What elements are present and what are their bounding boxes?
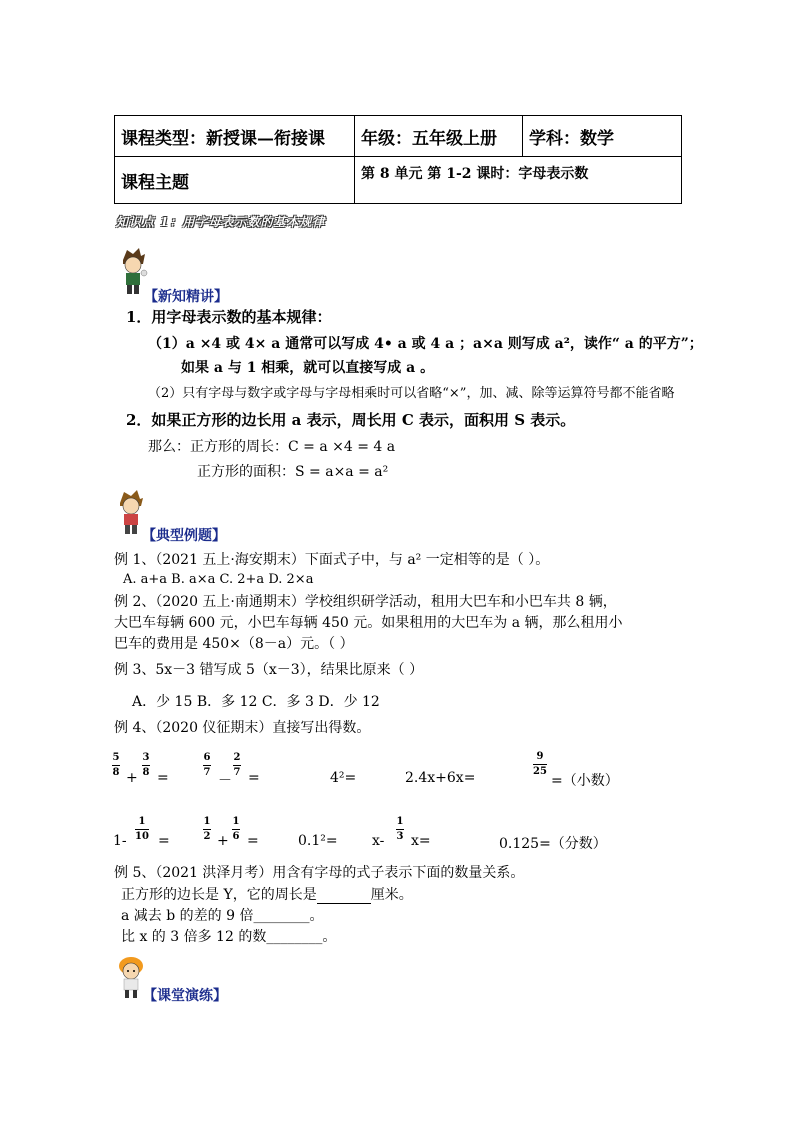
fraction-1-10: 1 10 — [135, 816, 149, 842]
example-1-options: A. a+a B. a×a C. 2+a D. 2×a — [123, 572, 314, 587]
grade: 年级：五年级上册 — [361, 128, 497, 149]
fraction-9-25: 9 25 — [533, 751, 547, 777]
fraction-5-8: 5 8 — [112, 752, 120, 778]
example-2-line2: 大巴车每辆 600 元，小巴车每辆 450 元。如果租用的大巴车为 a 辆，那么租用小 — [114, 615, 623, 631]
rule-heading: 1．用字母表示数的基本规律： — [126, 308, 332, 326]
example-5-a-blank[interactable] — [317, 887, 371, 904]
example-5-c: 比 x 的 3 倍多 12 的数________。 — [121, 929, 337, 945]
course-type: 课程类型：新授课—衔接课 — [121, 128, 325, 149]
calc-9-25-tail: =（小数） — [551, 773, 619, 789]
calc-2-4x: 2.4x+6x= — [405, 770, 476, 786]
calc-op-plus: + — [126, 770, 138, 786]
calc-op-minus: － — [218, 773, 232, 789]
fraction-3-8: 3 8 — [142, 752, 150, 778]
example-3: 例 3、5x－3 错写成 5（x－3），结果比原来（ ） — [114, 662, 424, 678]
knowledge-point-title: 知识点 1：用字母表示数的基本规律 — [116, 215, 326, 229]
square-intro: 2．如果正方形的边长用 a 表示，周长用 C 表示，面积用 S 表示。 — [126, 411, 576, 429]
new-knowledge-title: 【新知精讲】 — [144, 289, 228, 305]
calc-4-squared: 4²= — [330, 770, 357, 786]
examples-title: 【典型例题】 — [142, 528, 226, 544]
calc-0-125: 0.125=（分数） — [499, 836, 607, 852]
example-5-a-unit: 厘米。 — [370, 887, 413, 903]
topic-cell — [355, 157, 682, 204]
calc-0-1-squared: 0.1²= — [298, 833, 338, 849]
rule-1-text-b: a×a 则写成 a²，读作“ a 的平方”； — [473, 336, 703, 352]
fraction-1-2: 1 2 — [203, 816, 211, 842]
fraction-1-3: 1 3 — [396, 816, 404, 842]
course-header-table — [114, 115, 682, 204]
example-2-line1: 例 2、（2020 五上·南通期末）学校组织研学活动，租用大巴车和小巴车共 8 辆， — [114, 594, 617, 610]
fraction-2-7: 2 7 — [233, 752, 241, 778]
example-2-line3: 巴车的费用是 450×（8－a）元。（ ） — [114, 636, 354, 652]
calc-op-plus-2: + — [217, 833, 229, 849]
calc-eq-4: = — [247, 833, 259, 849]
fraction-6-7: 6 7 — [203, 752, 211, 778]
calc-eq-3: = — [158, 833, 170, 849]
calc-eq-1: = — [157, 770, 169, 786]
subject: 学科：数学 — [529, 128, 614, 149]
calc-x-minus: x- — [372, 833, 385, 849]
rule-1-number: （1） — [148, 336, 186, 352]
example-1: 例 1、（2021 五上·海安期末）下面式子中，与 a² 一定相等的是（ ）。 — [114, 552, 550, 568]
example-4: 例 4、（2020 仪征期末）直接写出得数。 — [114, 720, 371, 736]
rule-1-line — [148, 333, 703, 353]
rule-1-line2: 如果 a 与 1 相乘，就可以直接写成 a 。 — [181, 360, 435, 376]
square-area: 正方形的面积：S = a×a = a² — [197, 464, 389, 480]
square-perimeter: 那么：正方形的周长：C = a ×4 = 4 a — [148, 439, 396, 455]
rule-1-text-a: a ×4 或 4× a 通常可以写成 4• a 或 4 a ； — [185, 336, 474, 352]
calc-1-minus: 1- — [113, 833, 127, 849]
example-5-a-text: 正方形的边长是 Y，它的周长是 — [121, 887, 317, 903]
practice-title: 【课堂演练】 — [143, 988, 227, 1004]
topic-label-cell — [115, 157, 355, 204]
fraction-1-6: 1 6 — [232, 816, 240, 842]
example-5: 例 5、（2021 洪泽月考）用含有字母的式子表示下面的数量关系。 — [114, 865, 525, 881]
calc-eq-2: = — [248, 770, 260, 786]
topic: 第 8 单元 第 1-2 课时：字母表示数 — [361, 166, 589, 182]
example-5-a — [121, 884, 413, 904]
subject-cell — [523, 116, 682, 157]
rule-2-text: （2）只有字母与数字或字母与字母相乘时可以省略“×”，加、减、除等运算符号都不能省略 — [148, 386, 675, 401]
calc-x-tail: x= — [411, 833, 431, 849]
grade-cell — [355, 116, 523, 157]
topic-label: 课程主题 — [121, 172, 189, 193]
example-5-b: a 减去 b 的差的 9 倍________。 — [121, 908, 324, 924]
example-3-options: A．少 15 B．多 12 C．多 3 D．少 12 — [132, 694, 380, 710]
course-type-cell — [115, 116, 355, 157]
